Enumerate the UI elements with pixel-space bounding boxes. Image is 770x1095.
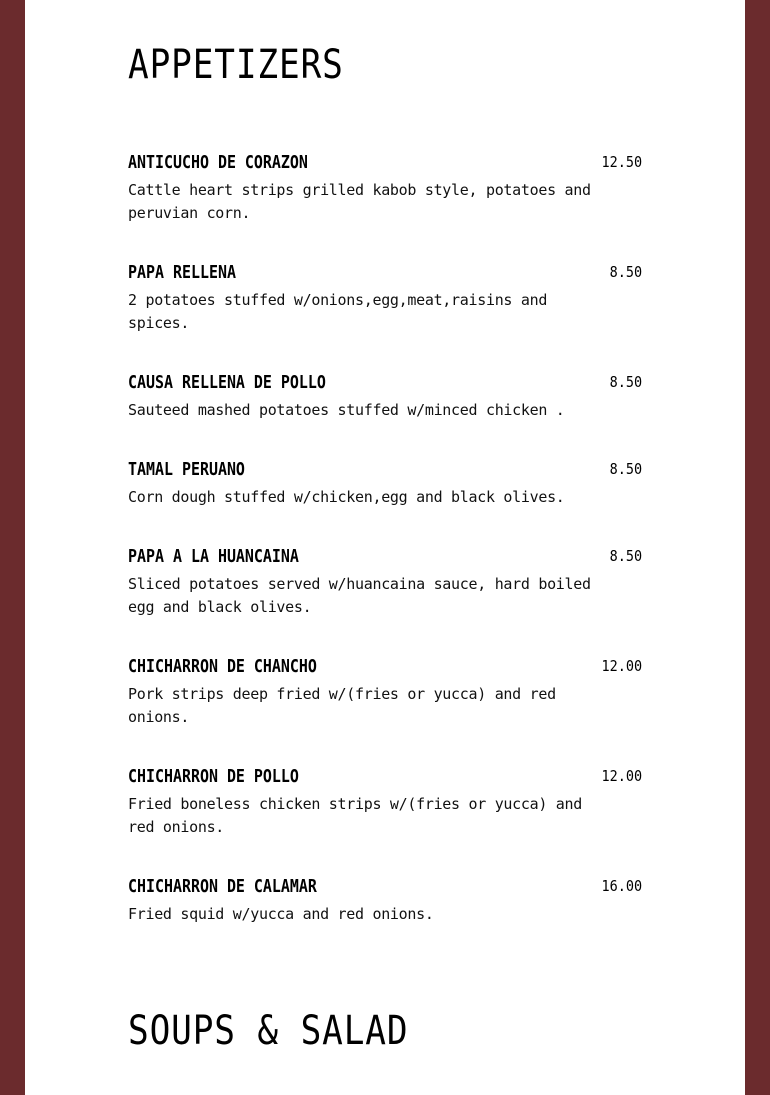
item-name: CHICHARRON DE POLLO — [128, 766, 299, 787]
item-description: Sliced potatoes served w/huancaina sauce, hard boiled egg and black olives. — [128, 575, 591, 616]
item-description: Cattle heart strips grilled kabob style, potatoes and peruvian corn. — [128, 181, 591, 222]
item-description: Sauteed mashed potatoes stuffed w/minced chicken . — [128, 401, 565, 419]
item-price: 12.00 — [601, 657, 642, 675]
section-title-appetizers: APPETIZERS — [128, 42, 344, 88]
menu-page — [25, 0, 745, 1095]
menu-item — [128, 262, 642, 335]
item-description: Fried squid w/yucca and red onions. — [128, 905, 434, 923]
item-name: CHICHARRON DE CALAMAR — [128, 876, 317, 897]
item-description: Pork strips deep fried w/(fries or yucca) and red onions. — [128, 685, 556, 726]
item-price: 16.00 — [601, 877, 642, 895]
item-price: 8.50 — [609, 460, 642, 478]
item-name: ANTICUCHO DE CORAZON — [128, 152, 308, 173]
item-description: Fried boneless chicken strips w/(fries or yucca) and red onions. — [128, 795, 583, 836]
menu-item — [128, 152, 642, 225]
item-name: CAUSA RELLENA DE POLLO — [128, 372, 326, 393]
item-name: PAPA RELLENA — [128, 262, 236, 283]
menu-item — [128, 876, 642, 926]
menu-item — [128, 459, 642, 509]
section-title-soups-salad: SOUPS & SALAD — [128, 1008, 409, 1054]
menu-item — [128, 656, 642, 729]
item-description: Corn dough stuffed w/chicken,egg and black olives. — [128, 488, 565, 506]
item-name: CHICHARRON DE CHANCHO — [128, 656, 317, 677]
item-description: 2 potatoes stuffed w/onions,egg,meat,raisins and spices. — [128, 291, 548, 332]
menu-item — [128, 372, 642, 422]
item-price: 8.50 — [609, 547, 642, 565]
menu-item — [128, 546, 642, 619]
item-price: 12.50 — [601, 153, 642, 171]
item-price: 12.00 — [601, 767, 642, 785]
item-name: PAPA A LA HUANCAINA — [128, 546, 299, 567]
item-name: TAMAL PERUANO — [128, 459, 245, 480]
menu-item — [128, 766, 642, 839]
item-price: 8.50 — [609, 373, 642, 391]
item-price: 8.50 — [609, 263, 642, 281]
